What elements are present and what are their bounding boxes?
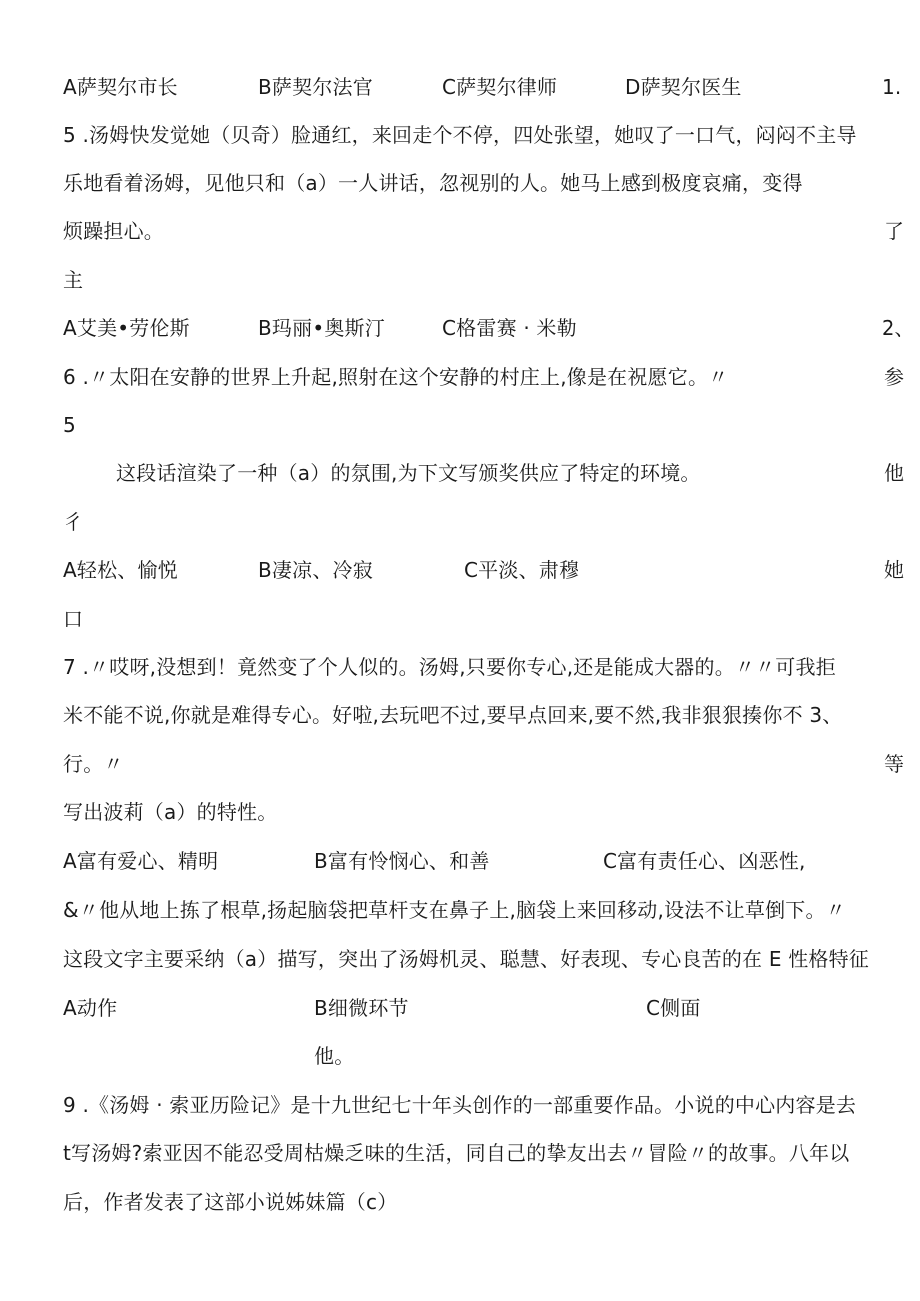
- option-b: B细微环节: [314, 996, 409, 1020]
- option-b: B富有怜悯心、和善: [314, 849, 490, 873]
- question-6-line-1: 6 .〃太阳在安静的世界上升起,照射在这个安静的村庄上,像是在祝愿它。〃: [63, 365, 729, 389]
- question-7-line-1: 7 .〃哎呀,没想到！竟然变了个人似的。汤姆,只要你专心,还是能成大器的。〃〃可我拒: [63, 655, 836, 679]
- margin-text: 了: [884, 219, 905, 243]
- option-a: A富有爱心、精明: [63, 849, 219, 873]
- margin-text: 彳: [63, 510, 84, 534]
- option-c: C萨契尔律师: [442, 75, 558, 99]
- question-9-line-3: 后，作者发表了这部小说姊妹篇（c）: [63, 1190, 398, 1214]
- question-7-line-4: 写出波莉（a）的特性。: [63, 800, 278, 824]
- margin-text: 2、: [882, 316, 915, 340]
- question-7-line-3: 行。〃: [63, 752, 124, 776]
- question-5-line-2: 乐地看着汤姆，见他只和（a）一人讲话，忽视别的人。她马上感到极度哀痛，变得: [63, 171, 803, 195]
- option-a: A动作: [63, 996, 118, 1020]
- question-9-line-1: 9 .《汤姆 · 索亚历险记》是十九世纪七十年头创作的一部重要作品。小说的中心内容是去: [63, 1093, 857, 1117]
- option-a: A艾美•劳伦斯: [63, 316, 190, 340]
- margin-text: 5: [63, 413, 76, 437]
- margin-text: 等: [884, 752, 905, 776]
- option-a: A轻松、愉悦: [63, 558, 178, 582]
- question-9-line-2: t写汤姆?索亚因不能忍受周枯燥乏味的生活，同自己的挚友出去〃冒险〃的故事。八年以: [63, 1141, 850, 1165]
- question-7-line-2: 米不能不说,你就是难得专心。好啦,去玩吧不过,要早点回来,要不然,我非狠狠揍你不 3、: [63, 703, 843, 727]
- margin-text: 他: [884, 461, 905, 485]
- option-c: C平淡、肃穆: [464, 558, 580, 582]
- option-a: A萨契尔市长: [63, 75, 178, 99]
- margin-text: 她: [884, 558, 905, 582]
- margin-text: 主: [63, 268, 84, 292]
- option-d: D萨契尔医生: [625, 75, 742, 99]
- option-c: C侧面: [646, 996, 701, 1020]
- option-b: B凄凉、冷寂: [258, 558, 373, 582]
- question-5-line-3: 烦躁担心。: [63, 219, 164, 243]
- margin-text: 1.: [882, 75, 902, 99]
- option-b: B萨契尔法官: [258, 75, 373, 99]
- margin-text: 他。: [314, 1044, 355, 1068]
- question-5-line-1: 5 .汤姆快发觉她（贝奇）脸通红，来回走个不停，四处张望，她叹了一口气，闷闷不主导: [63, 123, 857, 147]
- question-8-line-1: &〃他从地上拣了根草,扬起脑袋把草杆支在鼻子上,脑袋上来回移动,设法不让草倒下。〃: [63, 898, 846, 922]
- question-8-line-2: 这段文字主要采纳（a）描写，突出了汤姆机灵、聪慧、好表现、专心良苦的在 E 性格特征: [63, 947, 870, 971]
- margin-text: 参: [884, 365, 905, 389]
- option-b: B玛丽•奥斯汀: [258, 316, 385, 340]
- option-c: C格雷赛 · 米勒: [442, 316, 577, 340]
- question-6-line-2: 这段话渲染了一种（a）的氛围,为下文写颁奖供应了特定的环境。: [116, 461, 701, 485]
- option-c: C富有责任心、凶恶性,: [603, 849, 806, 873]
- margin-text: 口: [63, 607, 84, 631]
